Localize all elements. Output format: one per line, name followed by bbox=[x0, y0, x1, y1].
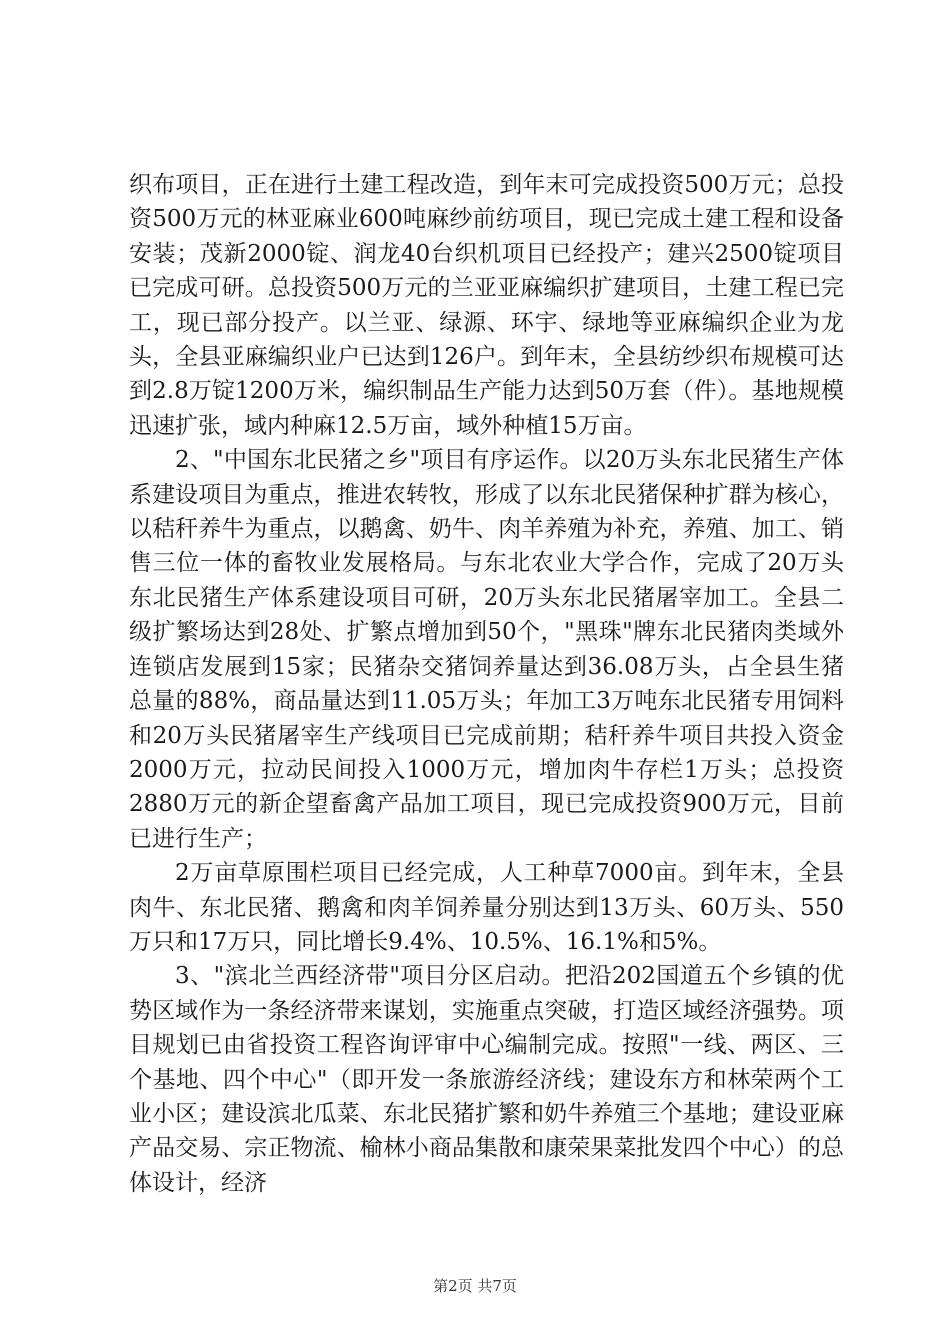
document-body bbox=[129, 168, 844, 1200]
paragraph-grassland-fence: 2万亩草原围栏项目已经完成，人工种草7000亩。到年末，全县肉牛、东北民猪、鹅禽和肉羊饲养量分别达到13万头、60万头、550万只和17万只，同比增长9.4%、10.5%、16.1%和5%。 bbox=[129, 860, 844, 955]
page-footer: 第2页 共7页 bbox=[433, 1277, 517, 1295]
paragraph-economic-belt: 3、"滨北兰西经济带"项目分区启动。把沿202国道五个乡镇的优势区域作为一条经济带来谋划，实施重点突破，打造区域经济强势。项目规划已由省投资工程咨询评审中心编制完成。按照"一线、两区、三个基地、四个中心"（即开发一条旅游经济线；建设东方和林荣两个工业小区；建设滨北瓜菜、东北民猪扩繁和奶牛养殖三个基地；建设亚麻产品交易、宗正物流、榆林小商品集散和康荣果菜批发四个中心）的总体设计，经济 bbox=[129, 963, 844, 1196]
paragraph-continuation: 织布项目，正在进行土建工程改造，到年末可完成投资500万元；总投资500万元的林亚麻业600吨麻纱前纺项目，现已完成土建工程和设备安装；茂新2000锭、润龙40台织机项目已经投产；建兴2500锭项目已完成可研。总投资500万元的兰亚亚麻编织扩建项目，土建工程已完工，现已部分投产。以兰亚、绿源、环宇、绿地等亚麻编织企业为龙头，全县亚麻编织业户已达到126户。到年末，全县纺纱织布规模可达到2.8万锭1200万米，编织制品生产能力达到50万套（件）。基地规模迅速扩张，域内种麻12.5万亩，域外种植15万亩。 bbox=[129, 172, 844, 439]
paragraph-min-pig-project: 2、"中国东北民猪之乡"项目有序运作。以20万头东北民猪生产体系建设项目为重点，推进农转牧，形成了以东北民猪保种扩群为核心，以秸秆养牛为重点，以鹅禽、奶牛、肉羊养殖为补充，养殖、加工、销售三位一体的畜牧业发展格局。与东北农业大学合作，完成了20万头东北民猪生产体系建设项目可研，20万头东北民猪屠宰加工。全县二级扩繁场达到28处、扩繁点增加到50个，"黑珠"牌东北民猪肉类域外连锁店发展到15家；民猪杂交猪饲养量达到36.08万头，占全县生猪总量的88%，商品量达到11.05万头；年加工3万吨东北民猪专用饲料和20万头民猪屠宰生产线项目已完成前期；秸秆养牛项目共投入资金2000万元，拉动民间投入1000万元，增加肉牛存栏1万头；总投资2880万元的新企望畜禽产品加工项目，现已完成投资900万元，目前已进行生产； bbox=[129, 447, 844, 852]
